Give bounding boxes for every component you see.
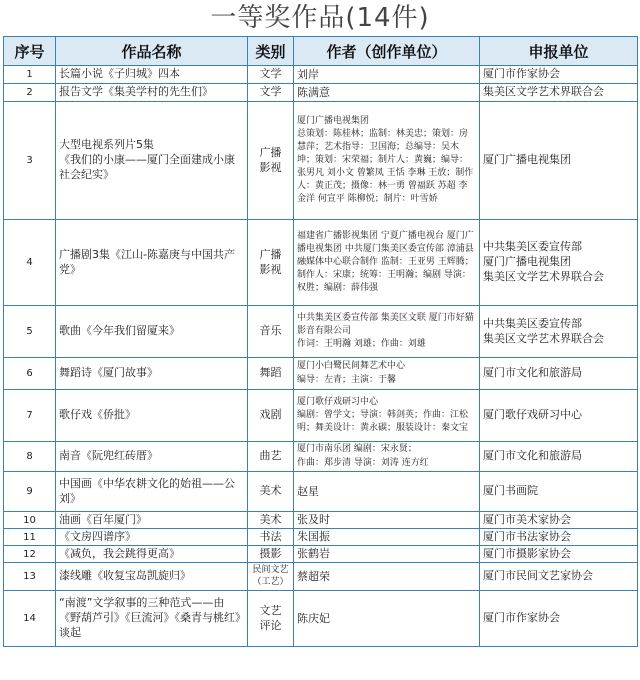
header-category: 类别 (248, 37, 294, 66)
row-author: 赵星 (294, 472, 480, 512)
table-row (4, 442, 638, 472)
page-title: 一等奖作品(14件) (210, 3, 430, 33)
row-author: 蔡超荣 (294, 563, 480, 591)
row-no: 2 (4, 84, 56, 102)
row-no: 3 (4, 102, 56, 220)
row-author: 福建省广播影视集团 宁夏广播电视台 厦门广播电视集团 中共厦门集美区委宣传部 漳浦县融媒体中心联合制作 监制：王亚男 王辉腾；制作人：宋康；统筹：王明瀚；编剧 导演：权胜；编剧：薛伟强 (294, 220, 480, 306)
row-author: 陈庆妃 (294, 591, 480, 647)
row-work: “南渡”文学叙事的三种范式——由《野葫芦引》《巨流河》《桑青与桃红》谈起 (56, 591, 248, 647)
table-row (4, 102, 638, 220)
row-unit: 厦门市美术家协会 (480, 512, 638, 529)
row-no: 11 (4, 529, 56, 546)
row-no: 9 (4, 472, 56, 512)
row-unit: 厦门市摄影家协会 (480, 546, 638, 563)
row-work: 南音《阮兜红砖厝》 (56, 442, 248, 472)
row-unit: 厦门市民间文艺家协会 (480, 563, 638, 591)
row-category: 戏剧 (248, 390, 294, 442)
row-category: 广播 影视 (248, 220, 294, 306)
table-row (4, 390, 638, 442)
row-author: 张鹤岩 (294, 546, 480, 563)
table-row (4, 512, 638, 529)
row-unit: 厦门市作家协会 (480, 66, 638, 84)
row-no: 5 (4, 306, 56, 358)
row-no: 12 (4, 546, 56, 563)
row-author: 厦门歌仔戏研习中心 编剧：曾学文；导演：韩剑英；作曲：江松明；舞美设计：黄永碳；服装设计：秦文宝 (294, 390, 480, 442)
row-category: 美术 (248, 512, 294, 529)
row-unit: 厦门市文化和旅游局 (480, 358, 638, 390)
table-row (4, 563, 638, 591)
row-category: 文学 (248, 84, 294, 102)
row-work: 大型电视系列片5集 《我们的小康——厦门全面建成小康社会纪实》 (56, 102, 248, 220)
row-unit: 厦门歌仔戏研习中心 (480, 390, 638, 442)
row-author: 厦门市南乐团 编剧：宋永贤； 作曲：郑步清 导演：刘涛 连方红 (294, 442, 480, 472)
header-author: 作者（创作单位） (294, 37, 480, 66)
row-work: 歌仔戏《侨批》 (56, 390, 248, 442)
row-work: 歌曲《今年我们留厦来》 (56, 306, 248, 358)
row-no: 4 (4, 220, 56, 306)
awards-table (3, 36, 638, 647)
row-work: 广播剧3集《江山-陈嘉庚与中国共产党》 (56, 220, 248, 306)
table-row (4, 591, 638, 647)
row-category: 文学 (248, 66, 294, 84)
table-header-row (4, 37, 638, 66)
row-unit: 中共集美区委宣传部 集美区文学艺术界联合会 (480, 306, 638, 358)
table-row (4, 472, 638, 512)
row-no: 13 (4, 563, 56, 591)
row-unit: 中共集美区委宣传部 厦门广播电视集团 集美区文学艺术界联合会 (480, 220, 638, 306)
row-unit: 集美区文学艺术界联合会 (480, 84, 638, 102)
table-row (4, 84, 638, 102)
table-row (4, 306, 638, 358)
row-unit: 厦门广播电视集团 (480, 102, 638, 220)
row-unit: 厦门市文化和旅游局 (480, 442, 638, 472)
row-work: 漆线雕《收复宝岛凯旋归》 (56, 563, 248, 591)
header-unit: 申报单位 (480, 37, 638, 66)
row-no: 6 (4, 358, 56, 390)
row-unit: 厦门市书法家协会 (480, 529, 638, 546)
header-no: 序号 (4, 37, 56, 66)
row-author: 张及时 (294, 512, 480, 529)
row-author: 中共集美区委宣传部 集美区文联 厦门市好猫影音有限公司 作词：王明瀚 刘雄；作曲：刘雄 (294, 306, 480, 358)
row-work: 油画《百年厦门》 (56, 512, 248, 529)
row-category: 摄影 (248, 546, 294, 563)
table-row (4, 220, 638, 306)
row-work: 舞蹈诗《厦门故事》 (56, 358, 248, 390)
row-unit: 厦门书画院 (480, 472, 638, 512)
row-no: 8 (4, 442, 56, 472)
row-work: 中国画《中华农耕文化的始祖——公刘》 (56, 472, 248, 512)
row-category: 民间文艺 （工艺） (248, 563, 294, 591)
row-no: 7 (4, 390, 56, 442)
row-category: 书法 (248, 529, 294, 546)
table-row (4, 546, 638, 563)
row-author: 朱国振 (294, 529, 480, 546)
row-work: 长篇小说《子归城》四本 (56, 66, 248, 84)
row-author: 厦门小白鹭民间舞艺术中心 编导：左青；主演：于馨 (294, 358, 480, 390)
row-author: 厦门广播电视集团 总策划：陈桂林；监制：林美忠；策划：房慧萍；艺术指导：卫国海；总编导：吴木坤；策划：宋荣福；制片人：黄巍；编导：张男凡 刘小文 曾繁凤 王恬 李琳 王放；制作人：黄正茂；摄像：林一勇 曾福跃 苏超 李金洋 何宣平 陈柳悦；制片：叶雪娇 (294, 102, 480, 220)
row-unit: 厦门市作家协会 (480, 591, 638, 647)
row-work: 《减负，我会跳得更高》 (56, 546, 248, 563)
row-category: 音乐 (248, 306, 294, 358)
table-row (4, 66, 638, 84)
table-row (4, 529, 638, 546)
row-category: 广播 影视 (248, 102, 294, 220)
row-work: 《文房四谱序》 (56, 529, 248, 546)
row-author: 陈满意 (294, 84, 480, 102)
row-no: 1 (4, 66, 56, 84)
row-no: 10 (4, 512, 56, 529)
row-category: 舞蹈 (248, 358, 294, 390)
table-row (4, 358, 638, 390)
row-no: 14 (4, 591, 56, 647)
row-author: 刘岸 (294, 66, 480, 84)
header-work: 作品名称 (56, 37, 248, 66)
row-category: 文艺 评论 (248, 591, 294, 647)
row-category: 美术 (248, 472, 294, 512)
row-category: 曲艺 (248, 442, 294, 472)
row-work: 报告文学《集美学村的先生们》 (56, 84, 248, 102)
